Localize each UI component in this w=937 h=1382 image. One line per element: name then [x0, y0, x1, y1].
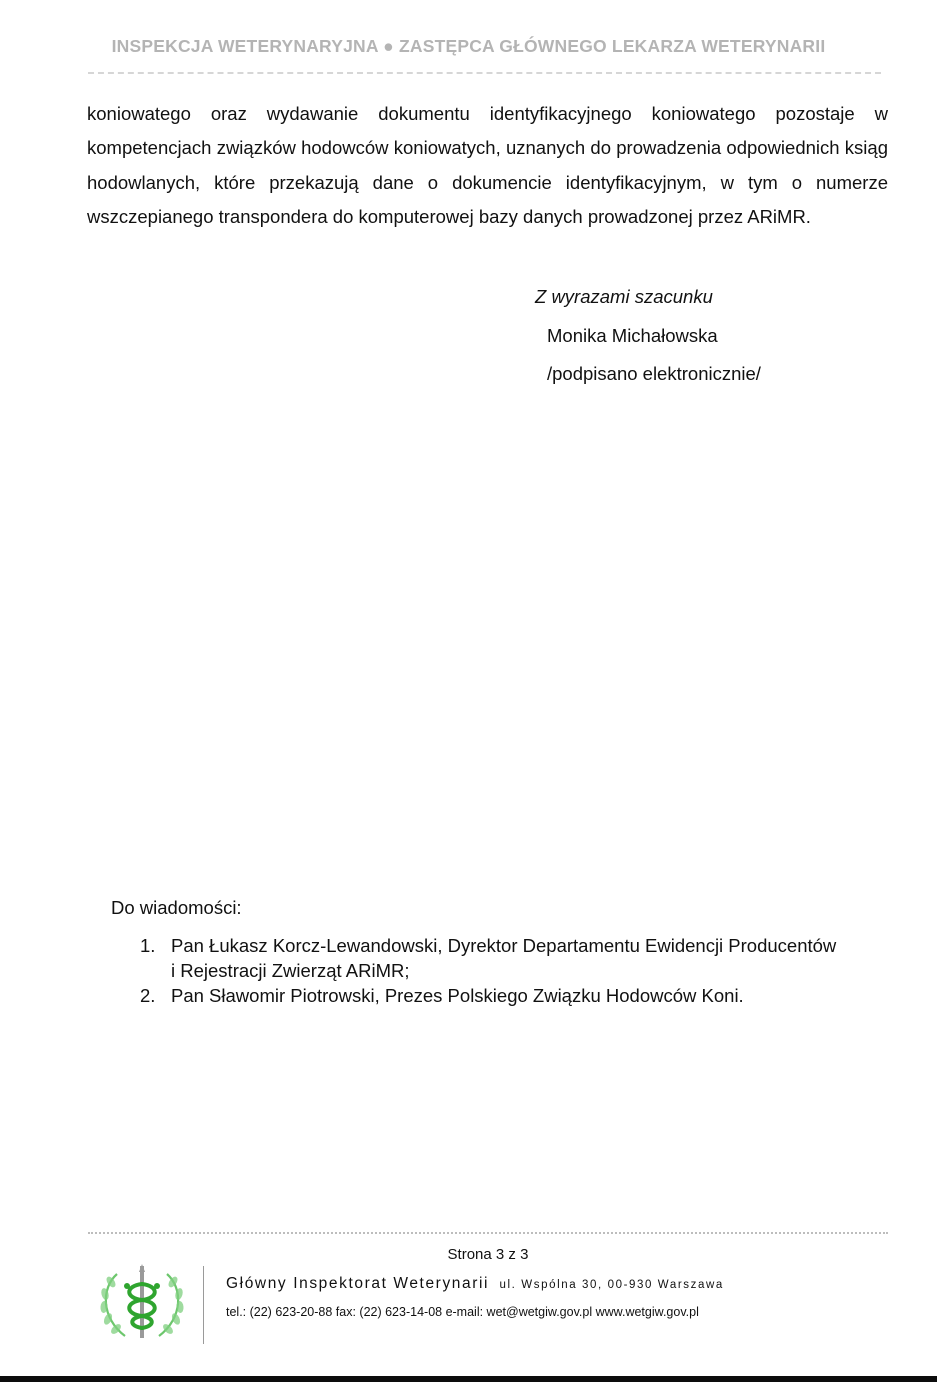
list-item-number: 1. — [140, 935, 156, 956]
closing-phrase: Z wyrazami szacunku — [535, 286, 713, 307]
page-number: Strona 3 z 3 — [447, 1246, 529, 1263]
list-item-number: 2. — [140, 985, 156, 1006]
organization-line — [226, 1275, 724, 1293]
organization-address: ul. Wspólna 30, 00-930 Warszawa — [499, 1279, 724, 1291]
list-item — [140, 933, 892, 983]
signature-note: /podpisano elektronicznie/ — [547, 363, 761, 384]
contact-details: tel.: (22) 623-20-88 fax: (22) 623-14-08 e-mail: wet@wetgiw.gov.pl www.wetgiw.gov.pl — [226, 1305, 699, 1319]
header-divider — [88, 72, 881, 74]
list-item — [140, 983, 892, 1008]
list-item-line: Pan Łukasz Korcz-Lewandowski, Dyrektor Departamentu Ewidencji Producentów — [171, 935, 837, 956]
cc-list — [140, 933, 892, 1008]
cc-heading: Do wiadomości: — [111, 897, 242, 918]
list-item-line: i Rejestracji Zwierząt ARiMR; — [171, 960, 410, 981]
page-header: INSPEKCJA WETERYNARYJNA ● ZASTĘPCA GŁÓWNEGO LEKARZA WETERYNARII — [111, 36, 826, 56]
footer-divider — [88, 1232, 888, 1234]
signer-name: Monika Michałowska — [547, 325, 718, 346]
list-item-line: Pan Sławomir Piotrowski, Prezes Polskiego Związku Hodowców Koni. — [171, 985, 744, 1006]
bottom-edge-bar — [0, 1376, 937, 1382]
caduceus-logo-icon — [95, 1262, 189, 1344]
organization-name: Główny Inspektorat Weterynarii — [226, 1275, 490, 1292]
letter-paragraph: koniowatego oraz wydawanie dokumentu identyfikacyjnego koniowatego pozostaje w kompetencjach związków hodowców koniowatych, uznanych do prowadzenia odpowiednich ksiąg hodowlanych, które przekazują dane o dokumencie identyfikacyjnym, w tym o numerze wszczepianego transpondera do komputerowej bazy danych prowadzonej przez ARiMR. — [87, 103, 888, 227]
footer-vertical-divider — [203, 1266, 204, 1344]
